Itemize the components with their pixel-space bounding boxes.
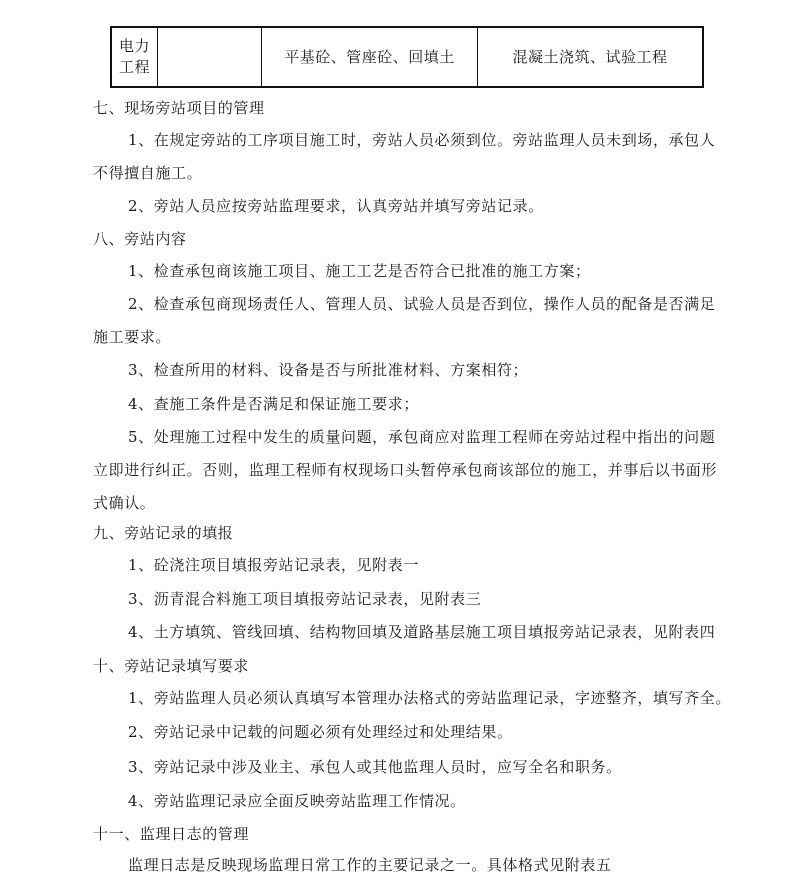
paragraph-line: 不得擅自施工。 — [93, 164, 203, 182]
paragraph-line: 2、旁站人员应按旁站监理要求，认真旁站并填写旁站记录。 — [128, 197, 544, 215]
paragraph-line: 1、旁站监理人员必须认真填写本管理办法格式的旁站监理记录，字迹整齐，填写齐全。 — [128, 689, 731, 707]
paragraph-line: 1、在规定旁站的工序项目施工时，旁站人员必须到位。旁站监理人员未到场，承包人 — [128, 131, 716, 149]
paragraph-line: 4、旁站监理记录应全面反映旁站监理工作情况。 — [128, 792, 466, 810]
table-cell-work: 混凝土浇筑、试验工程 — [512, 47, 668, 66]
table-cell-empty — [158, 28, 262, 86]
paragraph-line: 监理日志是反映现场监理日常工作的主要记录之一。具体格式见附表五 — [128, 856, 612, 874]
table-cell-category — [112, 28, 158, 86]
paragraph-line: 2、旁站记录中记载的问题必须有处理经过和处理结果。 — [128, 723, 513, 741]
paragraph-line: 2、检查承包商现场责任人、管理人员、试验人员是否到位，操作人员的配备是否满足 — [128, 295, 716, 313]
paragraph-line: 施工要求。 — [93, 328, 172, 346]
cell-text: 电力 — [118, 37, 150, 55]
section-heading: 八、旁站内容 — [93, 230, 187, 248]
paragraph-line: 3、旁站记录中涉及业主、承包人或其他监理人员时，应写全名和职务。 — [128, 758, 622, 776]
cell-text: 工程 — [118, 58, 150, 76]
section-heading: 十、旁站记录填写要求 — [93, 657, 250, 675]
paragraph-line: 5、处理施工过程中发生的质量问题，承包商应对监理工程师在旁站过程中指出的问题 — [128, 428, 716, 446]
paragraph-line: 4、土方填筑、管线回填、结构物回填及道路基层施工项目填报旁站记录表，见附表四 — [128, 623, 716, 641]
section-heading: 七、现场旁站项目的管理 — [93, 99, 265, 117]
paragraph-line: 3、沥青混合料施工项目填报旁站记录表，见附表三 — [128, 590, 482, 608]
section-heading: 九、旁站记录的填报 — [93, 524, 234, 542]
paragraph-line: 式确认。 — [93, 494, 156, 512]
project-table — [110, 26, 704, 88]
paragraph-line: 1、砼浇注项目填报旁站记录表，见附表一 — [128, 556, 419, 574]
paragraph-line: 4、查施工条件是否满足和保证施工要求； — [128, 395, 419, 413]
section-heading: 十一、监理日志的管理 — [93, 825, 250, 843]
paragraph-line: 1、检查承包商该施工项目、施工工艺是否符合已批准的施工方案； — [128, 262, 591, 280]
paragraph-line: 立即进行纠正。否则，监理工程师有权现场口头暂停承包商该部位的施工，并事后以书面形 — [93, 461, 718, 479]
table-cell-items: 平基砼、管座砼、回填土 — [262, 28, 478, 86]
paragraph-line: 3、检查所用的材料、设备是否与所批准材料、方案相符； — [128, 361, 529, 379]
